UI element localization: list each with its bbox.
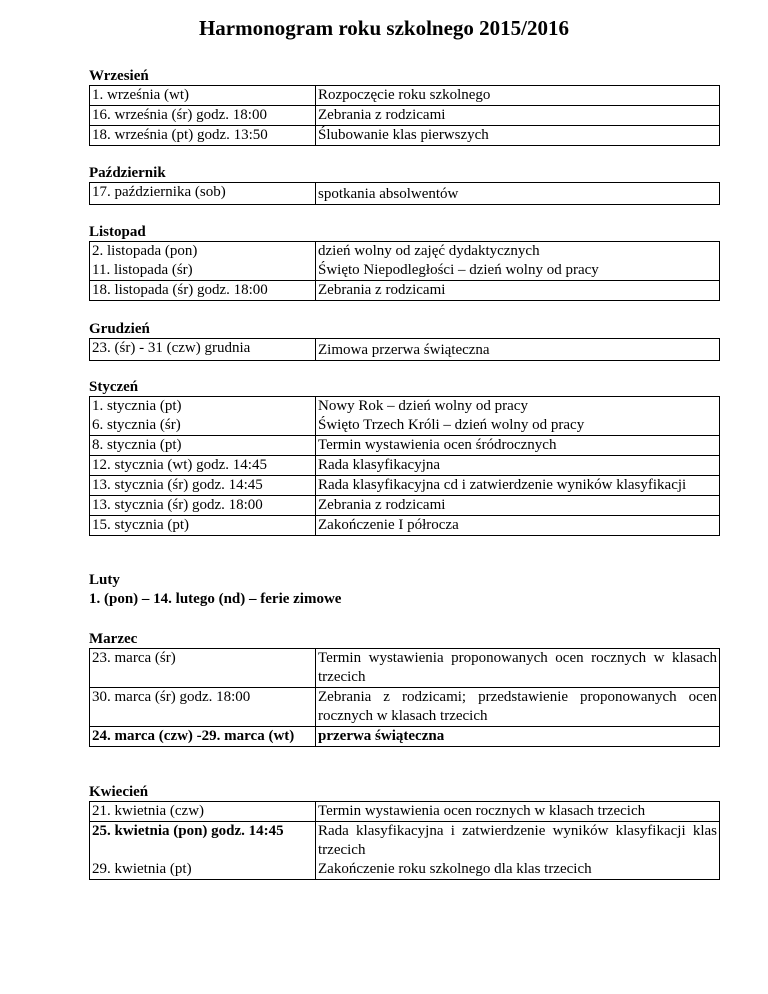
page-title: Harmonogram roku szkolnego 2015/2016 — [198, 16, 570, 40]
date-cell: 17. października (sob) — [90, 183, 316, 205]
table-row — [90, 106, 720, 126]
table-row — [90, 860, 720, 880]
date-cell: 13. stycznia (śr) godz. 18:00 — [90, 496, 316, 516]
section-heading: Październik — [89, 165, 166, 181]
date-cell: 23. marca (śr) — [90, 649, 316, 688]
section-heading: Marzec — [89, 631, 138, 647]
date-cell: 8. stycznia (pt) — [90, 436, 316, 456]
table-row — [90, 476, 720, 496]
table-row — [90, 183, 720, 205]
section-luty — [89, 571, 720, 609]
event-cell: Rada klasyfikacyjna i zatwierdzenie wyników klasyfikacji klas trzecich — [316, 822, 720, 861]
event-cell: Święto Trzech Króli – dzień wolny od pracy — [316, 416, 720, 436]
table-row — [90, 649, 720, 688]
section-grudzien — [89, 320, 720, 361]
table-row — [90, 727, 720, 747]
date-cell: 18. września (pt) godz. 13:50 — [90, 126, 316, 146]
table-row — [90, 688, 720, 727]
section-pazdziernik — [89, 164, 720, 205]
section-heading: Wrzesień — [89, 68, 149, 84]
date-cell: 1. września (wt) — [90, 86, 316, 106]
table-row — [90, 339, 720, 361]
section-styczen — [89, 378, 720, 536]
section-heading: Styczeń — [89, 379, 139, 395]
event-cell: Zebrania z rodzicami — [316, 496, 720, 516]
event-cell: dzień wolny od zajęć dydaktycznych — [316, 242, 720, 262]
event-cell: Zimowa przerwa świąteczna — [316, 339, 720, 361]
section-kwiecien — [89, 783, 720, 880]
date-cell: 25. kwietnia (pon) godz. 14:45 — [90, 822, 316, 861]
date-cell: 15. stycznia (pt) — [90, 516, 316, 536]
table-row — [90, 126, 720, 146]
table-row — [90, 802, 720, 822]
schedule-table — [89, 338, 720, 361]
date-cell: 2. listopada (pon) — [90, 242, 316, 262]
date-cell: 21. kwietnia (czw) — [90, 802, 316, 822]
event-cell: Zakończenie I półrocza — [316, 516, 720, 536]
section-heading: Kwiecień — [89, 784, 149, 800]
event-cell: Nowy Rok – dzień wolny od pracy — [316, 397, 720, 417]
event-cell: spotkania absolwentów — [316, 183, 720, 205]
table-row — [90, 397, 720, 417]
event-cell: Termin wystawienia ocen rocznych w klasach trzecich — [316, 802, 720, 822]
event-cell: Zakończenie roku szkolnego dla klas trzecich — [316, 860, 720, 880]
event-cell: Zebrania z rodzicami; przedstawienie proponowanych ocen rocznych w klasach trzecich — [316, 688, 720, 727]
event-cell: Święto Niepodległości – dzień wolny od pracy — [316, 261, 720, 281]
schedule-table — [89, 241, 720, 301]
holiday-note: 1. (pon) – 14. lutego (nd) – ferie zimowe — [89, 591, 342, 607]
event-cell: Termin wystawienia ocen śródrocznych — [316, 436, 720, 456]
section-marzec — [89, 630, 720, 747]
section-heading: Grudzień — [89, 321, 150, 337]
schedule-table — [89, 396, 720, 536]
date-cell: 29. kwietnia (pt) — [90, 860, 316, 880]
date-cell: 18. listopada (śr) godz. 18:00 — [90, 281, 316, 301]
event-cell: przerwa świąteczna — [316, 727, 720, 747]
schedule-table — [89, 182, 720, 205]
event-cell: Rada klasyfikacyjna cd i zatwierdzenie wyników klasyfikacji — [316, 476, 720, 496]
schedule-table — [89, 801, 720, 880]
table-row — [90, 516, 720, 536]
event-cell: Rozpoczęcie roku szkolnego — [316, 86, 720, 106]
table-row — [90, 822, 720, 861]
section-heading: Listopad — [89, 224, 146, 240]
table-row — [90, 261, 720, 281]
event-cell: Zebrania z rodzicami — [316, 281, 720, 301]
date-cell: 6. stycznia (śr) — [90, 416, 316, 436]
table-row — [90, 281, 720, 301]
date-cell: 30. marca (śr) godz. 18:00 — [90, 688, 316, 727]
table-row — [90, 416, 720, 436]
date-cell: 12. stycznia (wt) godz. 14:45 — [90, 456, 316, 476]
event-cell: Zebrania z rodzicami — [316, 106, 720, 126]
table-row — [90, 86, 720, 106]
event-cell: Ślubowanie klas pierwszych — [316, 126, 720, 146]
date-cell: 1. stycznia (pt) — [90, 397, 316, 417]
event-cell: Rada klasyfikacyjna — [316, 456, 720, 476]
schedule-table — [89, 648, 720, 747]
date-cell: 16. września (śr) godz. 18:00 — [90, 106, 316, 126]
table-row — [90, 496, 720, 516]
section-listopad — [89, 223, 720, 301]
table-row — [90, 242, 720, 262]
schedule-table — [89, 85, 720, 146]
section-heading: Luty — [89, 572, 120, 588]
date-cell: 13. stycznia (śr) godz. 14:45 — [90, 476, 316, 496]
table-row — [90, 456, 720, 476]
date-cell: 11. listopada (śr) — [90, 261, 316, 281]
date-cell: 24. marca (czw) -29. marca (wt) — [90, 727, 316, 747]
date-cell: 23. (śr) - 31 (czw) grudnia — [90, 339, 316, 361]
event-cell: Termin wystawienia proponowanych ocen rocznych w klasach trzecich — [316, 649, 720, 688]
section-wrzesien — [89, 67, 720, 146]
table-row — [90, 436, 720, 456]
